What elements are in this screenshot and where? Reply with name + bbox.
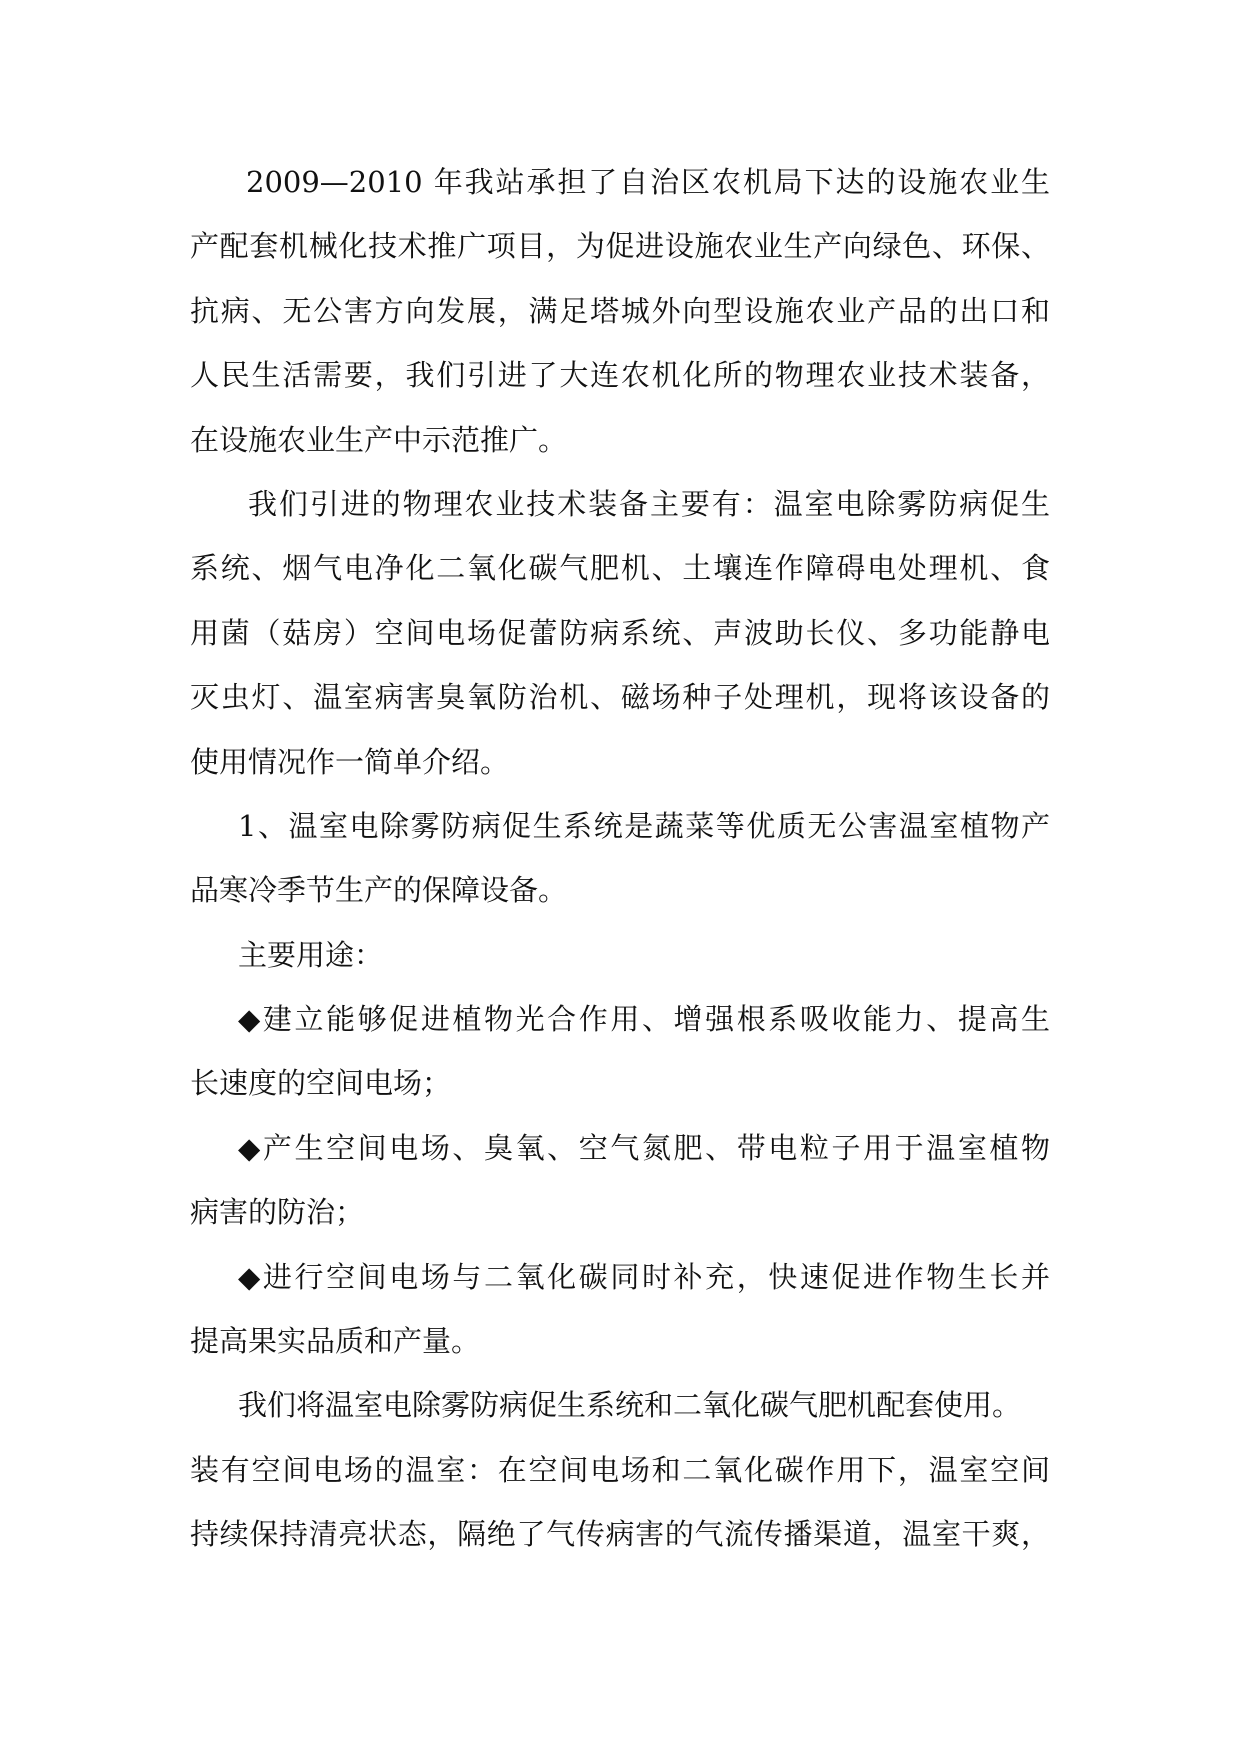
text-line: 品寒冷季节生产的保障设备。 — [190, 873, 568, 908]
text-line: 用菌（菇房）空间电场促蕾防病系统、声波助长仪、多功能静电 — [190, 615, 1050, 650]
text-line: 主要用途： — [238, 937, 384, 972]
text-line: 产配套机械化技术推广项目，为促进设施农业生产向绿色、环保、 — [190, 229, 1050, 264]
text-line: 抗病、无公害方向发展，满足塔城外向型设施农业产品的出口和 — [190, 293, 1050, 328]
text-line: 提高果实品质和产量。 — [190, 1324, 481, 1359]
paragraph-section-1 — [190, 806, 1050, 935]
paragraph-equipment-list — [190, 484, 1050, 806]
text-line: 长速度的空间电场； — [190, 1066, 452, 1101]
paragraph-bullet-3 — [190, 1257, 1050, 1386]
text-line: ◆产生空间电场、臭氧、空气氮肥、带电粒子用于温室植物 — [238, 1130, 1050, 1165]
text-line: ◆进行空间电场与二氧化碳同时补充，快速促进作物生长并 — [238, 1259, 1050, 1294]
text-line: 1、温室电除雾防病促生系统是蔬菜等优质无公害温室植物产 — [238, 808, 1050, 843]
text-line: 我们将温室电除雾防病促生系统和二氧化碳气肥机配套使用。 — [238, 1388, 1022, 1423]
text-line: 装有空间电场的温室：在空间电场和二氧化碳作用下，温室空间 — [190, 1452, 1050, 1487]
text-line: 人民生活需要，我们引进了大连农机化所的物理农业技术装备， — [190, 358, 1050, 393]
text-line: 系统、烟气电净化二氧化碳气肥机、土壤连作障碍电处理机、食 — [190, 551, 1050, 586]
paragraph-main-uses-heading — [190, 935, 1050, 999]
document-page — [190, 162, 1050, 1579]
paragraph-bullet-2 — [190, 1128, 1050, 1257]
text-line: 病害的防治； — [190, 1195, 365, 1230]
text-line: 灭虫灯、温室病害臭氧防治机、磁场种子处理机，现将该设备的 — [190, 680, 1050, 715]
paragraph-project-intro — [190, 162, 1050, 484]
text-line: 使用情况作一简单介绍。 — [190, 744, 510, 779]
text-line: ◆建立能够促进植物光合作用、增强根系吸收能力、提高生 — [238, 1002, 1050, 1037]
text-line: 我们引进的物理农业技术装备主要有：温室电除雾防病促生 — [248, 486, 1050, 521]
paragraph-bullet-1 — [190, 999, 1050, 1128]
text-line: 在设施农业生产中示范推广。 — [190, 422, 568, 457]
text-line: 持续保持清亮状态，隔绝了气传病害的气流传播渠道，温室干爽， — [190, 1517, 1050, 1552]
text-line: 2009—2010 年我站承担了自治区农机局下达的设施农业生 — [246, 165, 1050, 199]
paragraph-usage-description — [190, 1385, 1050, 1578]
